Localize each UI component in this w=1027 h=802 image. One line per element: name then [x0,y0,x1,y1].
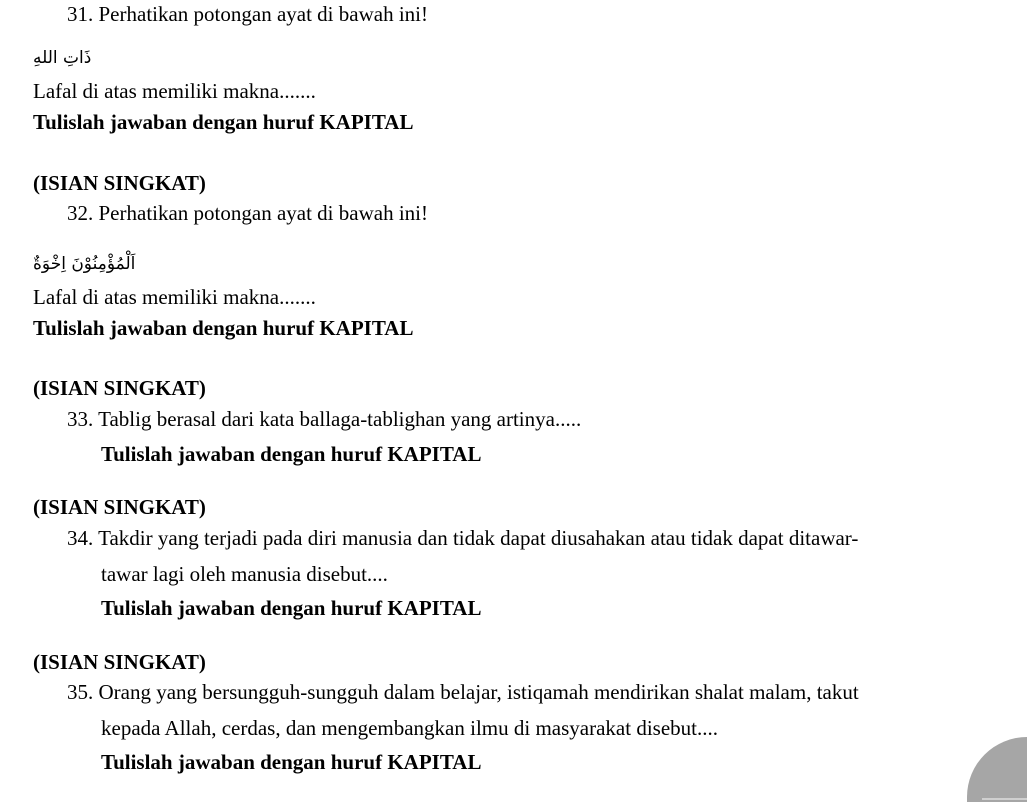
question-32-arabic: اَلْمُؤْمِنُوْنَ اِخْوَةٌ [33,254,136,274]
question-33-instruction: Tulislah jawaban dengan huruf KAPITAL [101,442,482,466]
question-33-type-label: (ISIAN SINGKAT) [33,376,206,400]
question-35-instruction: Tulislah jawaban dengan huruf KAPITAL [101,750,482,774]
question-31-instruction: Tulislah jawaban dengan huruf KAPITAL [33,110,414,134]
question-35-type-label: (ISIAN SINGKAT) [33,650,206,674]
floating-action-button[interactable] [967,737,1027,802]
question-32-instruction: Tulislah jawaban dengan huruf KAPITAL [33,316,414,340]
question-35-text-line1: 35. Orang yang bersungguh-sungguh dalam belajar, istiqamah mendirikan shalat malam, takut [67,680,859,704]
question-31-text: 31. Perhatikan potongan ayat di bawah ini! [67,2,428,26]
question-32-type-label: (ISIAN SINGKAT) [33,171,206,195]
question-32-prompt: Lafal di atas memiliki makna....... [33,285,316,309]
question-34-type-label: (ISIAN SINGKAT) [33,495,206,519]
question-34-text-line2: tawar lagi oleh manusia disebut.... [101,562,388,586]
question-34-instruction: Tulislah jawaban dengan huruf KAPITAL [101,596,482,620]
question-35-text-line2: kepada Allah, cerdas, dan mengembangkan ilmu di masyarakat disebut.... [101,716,718,740]
question-31-prompt: Lafal di atas memiliki makna....... [33,79,316,103]
question-31-arabic: ذَاتِ اللهِ [33,48,92,68]
question-32-text: 32. Perhatikan potongan ayat di bawah ini! [67,201,428,225]
question-33-text: 33. Tablig berasal dari kata ballaga-tablighan yang artinya..... [67,407,582,431]
corner-divider [982,798,1027,800]
question-34-text-line1: 34. Takdir yang terjadi pada diri manusia dan tidak dapat diusahakan atau tidak dapat ditawar- [67,526,859,550]
